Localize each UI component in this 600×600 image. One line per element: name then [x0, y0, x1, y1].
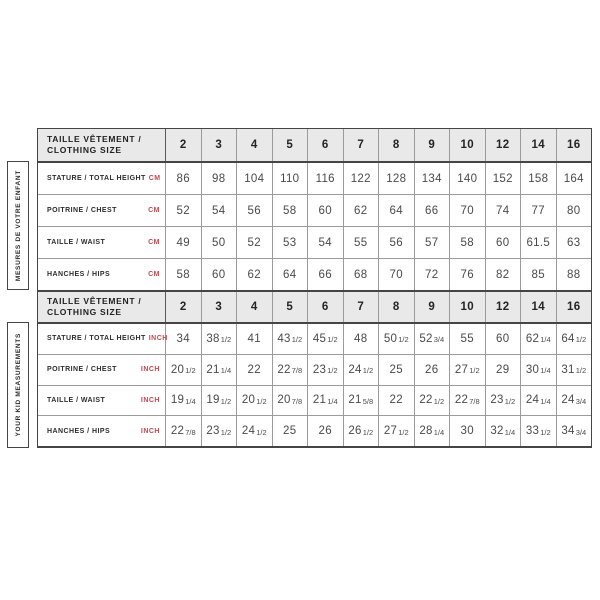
measurement-value: 64 1/2 — [561, 332, 587, 345]
cm-measurements-section — [37, 161, 592, 290]
measurement-value: 23 1/2 — [486, 386, 522, 416]
measurement-value: 32 1/4 — [486, 416, 522, 446]
measurement-row — [38, 226, 591, 258]
clothing-size-header-label — [38, 292, 166, 322]
measurement-row — [38, 258, 591, 290]
fraction: 1/2 — [256, 396, 267, 406]
measurement-value: 48 — [344, 324, 380, 354]
size-column-header: 12 — [486, 292, 522, 322]
measurement-value: 21 1/4 — [308, 386, 344, 416]
measurement-value: 52 — [237, 227, 273, 258]
size-column-header: 3 — [202, 292, 238, 322]
measurement-value: 55 — [450, 324, 486, 354]
measurement-value: 45 1/2 — [308, 324, 344, 354]
fraction: 1/4 — [185, 396, 196, 406]
measurement-value: 63 — [567, 236, 581, 249]
measurement-label: TAILLE / WAIST — [47, 396, 106, 404]
size-column-header: 14 — [521, 129, 557, 161]
fraction: 7/8 — [469, 396, 480, 406]
side-label-inch-text: YOUR KID MEASUREMENTS — [14, 333, 22, 437]
measurement-value: 60 — [308, 195, 344, 226]
header-label-line1: TAILLE VÊTEMENT / — [47, 295, 142, 306]
measurement-value: 24 1/2 — [237, 416, 273, 446]
measurement-value: 57 — [415, 227, 451, 258]
fraction: 1/4 — [433, 427, 445, 437]
clothing-size-header-label — [38, 129, 166, 161]
measurement-value: 26 — [415, 355, 451, 385]
fraction: 1/2 — [575, 335, 587, 345]
side-label-inch-section — [7, 322, 29, 448]
fraction: 1/2 — [220, 427, 232, 437]
measurement-value: 30 1/4 — [521, 355, 557, 385]
side-label-cm-text: MESURES DE VOTRE ENFANT — [14, 169, 22, 282]
fraction: 1/2 — [291, 335, 303, 345]
measurement-value: 60 — [486, 324, 522, 354]
measurement-value: 134 — [415, 163, 451, 194]
fraction: 3/4 — [575, 396, 587, 406]
measurement-value: 58 — [450, 227, 486, 258]
measurement-value: 27 1/2 — [379, 416, 415, 446]
measurement-value: 158 — [521, 163, 557, 194]
measurement-value: 104 — [237, 163, 273, 194]
clothing-size-header-row-cm — [37, 128, 592, 161]
measurement-label: POITRINE / CHEST — [47, 366, 117, 374]
measurement-value: 70 — [379, 259, 415, 290]
size-column-header: 14 — [521, 292, 557, 322]
measurement-value: 20 1/2 — [237, 386, 273, 416]
measurement-value: 98 — [202, 163, 238, 194]
measurement-value: 41 — [237, 324, 273, 354]
measurement-label-cell — [38, 324, 166, 354]
size-column-header: 5 — [273, 292, 309, 322]
measurement-row — [38, 385, 591, 416]
measurement-value: 34 — [166, 324, 202, 354]
fraction: 1/4 — [540, 396, 551, 406]
fraction: 1/2 — [362, 366, 374, 376]
measurement-value: 62 1/4 — [521, 324, 557, 354]
measurement-value: 49 — [166, 227, 202, 258]
unit-label: CM — [148, 239, 160, 246]
measurement-value: 50 — [202, 227, 238, 258]
measurement-label: STATURE / TOTAL HEIGHT — [47, 335, 146, 343]
side-label-cm-section — [7, 161, 29, 290]
fraction: 1/2 — [398, 427, 409, 437]
fraction: 7/8 — [185, 427, 196, 437]
measurement-value: 61.5 — [521, 227, 557, 258]
fraction: 1/2 — [504, 396, 516, 406]
unit-label: INCH — [140, 366, 160, 374]
measurement-value: 80 — [567, 204, 581, 217]
fraction: 1/2 — [185, 366, 196, 376]
measurement-value: 128 — [379, 163, 415, 194]
measurement-value: 22 7/8 — [450, 386, 486, 416]
measurement-value: 70 — [450, 195, 486, 226]
measurement-value: 74 — [486, 195, 522, 226]
measurement-value: 20 7/8 — [273, 386, 309, 416]
fraction: 1/2 — [327, 335, 338, 345]
measurement-label-cell — [38, 386, 166, 416]
measurement-row — [38, 415, 591, 446]
measurement-value: 19 1/4 — [166, 386, 202, 416]
measurement-value: 56 — [379, 227, 415, 258]
measurement-value: 52 — [166, 195, 202, 226]
fraction: 1/4 — [220, 366, 232, 376]
unit-label: CM — [148, 207, 160, 214]
size-column-header: 8 — [379, 129, 415, 161]
measurement-value: 22 7/8 — [273, 355, 309, 385]
fraction: 1/2 — [362, 427, 374, 437]
fraction: 1/2 — [220, 396, 232, 406]
size-column-header: 6 — [308, 292, 344, 322]
measurement-value: 66 — [415, 195, 451, 226]
measurement-label: HANCHES / HIPS — [47, 427, 111, 435]
size-column-header: 16 — [567, 301, 581, 313]
measurement-value: 55 — [344, 227, 380, 258]
measurement-value: 21 1/4 — [202, 355, 238, 385]
measurement-value: 23 1/2 — [202, 416, 238, 446]
clothing-size-header-row-inch — [37, 290, 592, 322]
fraction: 1/4 — [540, 366, 551, 376]
measurement-value: 68 — [344, 259, 380, 290]
measurement-value: 34 3/4 — [561, 425, 587, 438]
fraction: 1/2 — [575, 366, 587, 376]
measurement-value: 50 1/2 — [379, 324, 415, 354]
measurement-value: 23 1/2 — [308, 355, 344, 385]
measurement-value: 43 1/2 — [273, 324, 309, 354]
header-label-line2: CLOTHING SIZE — [47, 307, 122, 317]
measurement-label-cell — [38, 227, 166, 258]
measurement-value: 26 — [308, 416, 344, 446]
measurement-row — [38, 194, 591, 226]
measurement-value: 62 — [344, 195, 380, 226]
measurement-label: HANCHES / HIPS — [47, 271, 111, 278]
measurement-value: 122 — [344, 163, 380, 194]
measurement-value: 52 3/4 — [415, 324, 451, 354]
measurement-value: 29 — [486, 355, 522, 385]
measurement-value: 64 — [379, 195, 415, 226]
measurement-value: 54 — [202, 195, 238, 226]
measurement-value: 25 — [273, 416, 309, 446]
header-label-line1: TAILLE VÊTEMENT / — [47, 133, 142, 144]
fraction: 7/8 — [291, 396, 303, 406]
measurement-value: 140 — [450, 163, 486, 194]
fraction: 1/2 — [220, 335, 232, 345]
measurement-value: 60 — [486, 227, 522, 258]
measurement-label: POITRINE / CHEST — [47, 207, 117, 214]
measurement-value: 66 — [308, 259, 344, 290]
measurement-value: 26 1/2 — [344, 416, 380, 446]
measurement-value: 85 — [521, 259, 557, 290]
measurement-value: 20 1/2 — [166, 355, 202, 385]
size-column-header: 16 — [567, 139, 581, 151]
size-column-header: 12 — [486, 129, 522, 161]
fraction: 1/2 — [433, 396, 445, 406]
measurement-value: 25 — [379, 355, 415, 385]
size-column-header: 4 — [237, 129, 273, 161]
measurement-value: 24 3/4 — [561, 394, 587, 407]
measurement-label-cell — [38, 416, 166, 446]
measurement-value: 77 — [521, 195, 557, 226]
measurement-value: 24 1/2 — [344, 355, 380, 385]
size-column-header: 5 — [273, 129, 309, 161]
measurement-value: 64 — [273, 259, 309, 290]
unit-label: CM — [148, 175, 161, 182]
size-column-header: 6 — [308, 129, 344, 161]
measurement-value: 72 — [415, 259, 451, 290]
fraction: 5/8 — [362, 396, 374, 406]
size-column-header: 10 — [450, 292, 486, 322]
size-column-header: 10 — [450, 129, 486, 161]
measurement-label: TAILLE / WAIST — [47, 239, 106, 246]
size-column-header: 4 — [237, 292, 273, 322]
measurement-value: 56 — [237, 195, 273, 226]
fraction: 3/4 — [433, 335, 445, 345]
measurement-value: 22 1/2 — [415, 386, 451, 416]
unit-label: CM — [148, 271, 160, 278]
fraction: 3/4 — [575, 427, 587, 437]
header-label-line2: CLOTHING SIZE — [47, 145, 122, 155]
measurement-value: 21 5/8 — [344, 386, 380, 416]
fraction: 1/2 — [398, 335, 409, 345]
fraction: 1/2 — [469, 366, 480, 376]
measurement-value: 82 — [486, 259, 522, 290]
measurement-value: 54 — [308, 227, 344, 258]
size-column-header: 7 — [344, 292, 380, 322]
size-column-header: 7 — [344, 129, 380, 161]
measurement-value: 62 — [237, 259, 273, 290]
size-column-header: 9 — [415, 292, 451, 322]
measurement-value: 30 — [450, 416, 486, 446]
size-column-header: 9 — [415, 129, 451, 161]
measurement-value: 22 — [237, 355, 273, 385]
measurement-value: 60 — [202, 259, 238, 290]
measurement-label-cell — [38, 355, 166, 385]
unit-label: INCH — [140, 396, 160, 404]
inch-measurements-section — [37, 322, 592, 448]
measurement-label: STATURE / TOTAL HEIGHT — [47, 175, 146, 182]
size-column-header: 8 — [379, 292, 415, 322]
measurement-value: 164 — [563, 172, 584, 185]
measurement-value: 86 — [166, 163, 202, 194]
measurement-row — [38, 324, 591, 354]
measurement-value: 28 1/4 — [415, 416, 451, 446]
measurement-value: 116 — [308, 163, 344, 194]
size-column-header: 3 — [202, 129, 238, 161]
measurement-value: 53 — [273, 227, 309, 258]
fraction: 1/4 — [327, 396, 338, 406]
measurement-value: 76 — [450, 259, 486, 290]
measurement-value: 24 1/4 — [521, 386, 557, 416]
unit-label: INCH — [148, 335, 168, 343]
fraction: 7/8 — [291, 366, 303, 376]
fraction: 1/2 — [256, 427, 267, 437]
measurement-label-cell — [38, 163, 166, 194]
measurement-value: 22 — [379, 386, 415, 416]
measurement-value: 58 — [166, 259, 202, 290]
unit-label: INCH — [140, 427, 160, 435]
measurement-label-cell — [38, 195, 166, 226]
fraction: 1/4 — [540, 335, 551, 345]
measurement-value: 58 — [273, 195, 309, 226]
measurement-label-cell — [38, 259, 166, 290]
measurement-row — [38, 163, 591, 194]
size-column-header: 2 — [166, 129, 202, 161]
measurement-value: 22 7/8 — [166, 416, 202, 446]
measurement-value: 88 — [567, 268, 581, 281]
size-column-header: 2 — [166, 292, 202, 322]
measurement-value: 38 1/2 — [202, 324, 238, 354]
measurement-value: 33 1/2 — [521, 416, 557, 446]
measurement-value: 27 1/2 — [450, 355, 486, 385]
fraction: 1/2 — [540, 427, 551, 437]
measurement-value: 110 — [273, 163, 309, 194]
measurement-value: 19 1/2 — [202, 386, 238, 416]
measurement-value: 31 1/2 — [561, 363, 587, 376]
fraction: 1/4 — [504, 427, 516, 437]
measurement-row — [38, 354, 591, 385]
measurement-value: 152 — [486, 163, 522, 194]
fraction: 1/2 — [327, 366, 338, 376]
